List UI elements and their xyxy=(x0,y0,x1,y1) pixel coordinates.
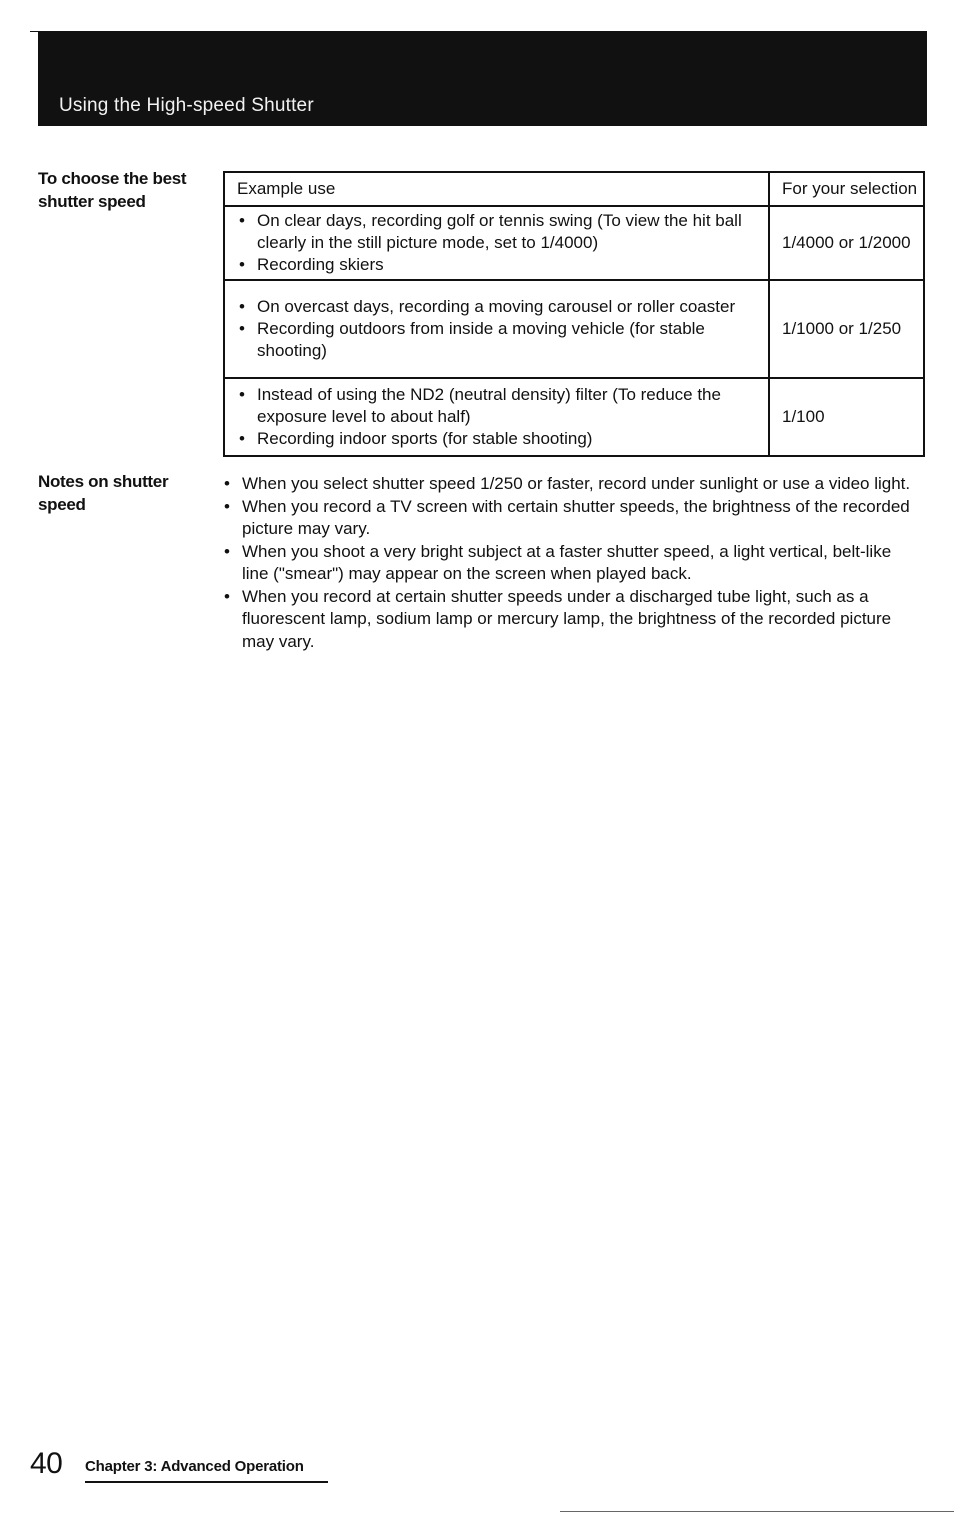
table-row xyxy=(224,280,924,378)
shutter-speed-table xyxy=(223,171,925,457)
column-header-example-use: Example use xyxy=(224,172,769,206)
note-item: • When you select shutter speed 1/250 or faster, record under sunlight or use a video light. xyxy=(222,473,922,496)
top-rule xyxy=(30,31,38,32)
list-item: • On overcast days, recording a moving carousel or roller coaster xyxy=(237,296,764,318)
selection-cell: 1/100 xyxy=(769,378,924,456)
notes-heading: Notes on shutter speed xyxy=(38,472,169,514)
example-use-list xyxy=(237,384,764,450)
list-item: • Recording indoor sports (for stable shooting) xyxy=(237,428,764,450)
selection-cell: 1/4000 or 1/2000 xyxy=(769,206,924,280)
page-number: 40 xyxy=(30,1447,63,1480)
list-item: • Recording outdoors from inside a moving vehicle (for stable shooting) xyxy=(237,318,764,362)
choose-shutter-speed-heading: To choose the best shutter speed xyxy=(38,169,187,211)
table-row xyxy=(224,378,924,456)
list-item: • Instead of using the ND2 (neutral density) filter (To reduce the exposure level to about half) xyxy=(237,384,764,428)
example-use-cell xyxy=(224,206,769,280)
chapter-label: Chapter 3: Advanced Operation xyxy=(85,1458,304,1475)
section-title: Using the High-speed Shutter xyxy=(59,95,314,116)
example-use-cell xyxy=(224,378,769,456)
list-item: • On clear days, recording golf or tennis swing (To view the hit ball clearly in the still picture mode, set to 1/4000) xyxy=(237,210,764,254)
section-header-bar xyxy=(38,31,927,126)
example-use-cell xyxy=(224,280,769,378)
example-use-list xyxy=(237,210,764,276)
note-item: • When you shoot a very bright subject at a faster shutter speed, a light vertical, belt-like line ("smear") may appear on the screen when played back. xyxy=(222,541,922,586)
selection-cell: 1/1000 or 1/250 xyxy=(769,280,924,378)
column-header-selection: For your selection xyxy=(769,172,924,206)
bottom-rule xyxy=(560,1511,954,1512)
list-item: • Recording skiers xyxy=(237,254,764,276)
note-item: • When you record at certain shutter speeds under a discharged tube light, such as a fluorescent lamp, sodium lamp or mercury lamp, the brightness of the recorded picture may vary. xyxy=(222,586,922,654)
notes-list xyxy=(222,473,922,653)
table-row xyxy=(224,206,924,280)
table-header-row xyxy=(224,172,924,206)
example-use-list xyxy=(237,296,764,362)
note-item: • When you record a TV screen with certain shutter speeds, the brightness of the recorded picture may vary. xyxy=(222,496,922,541)
footer-rule xyxy=(85,1481,328,1483)
